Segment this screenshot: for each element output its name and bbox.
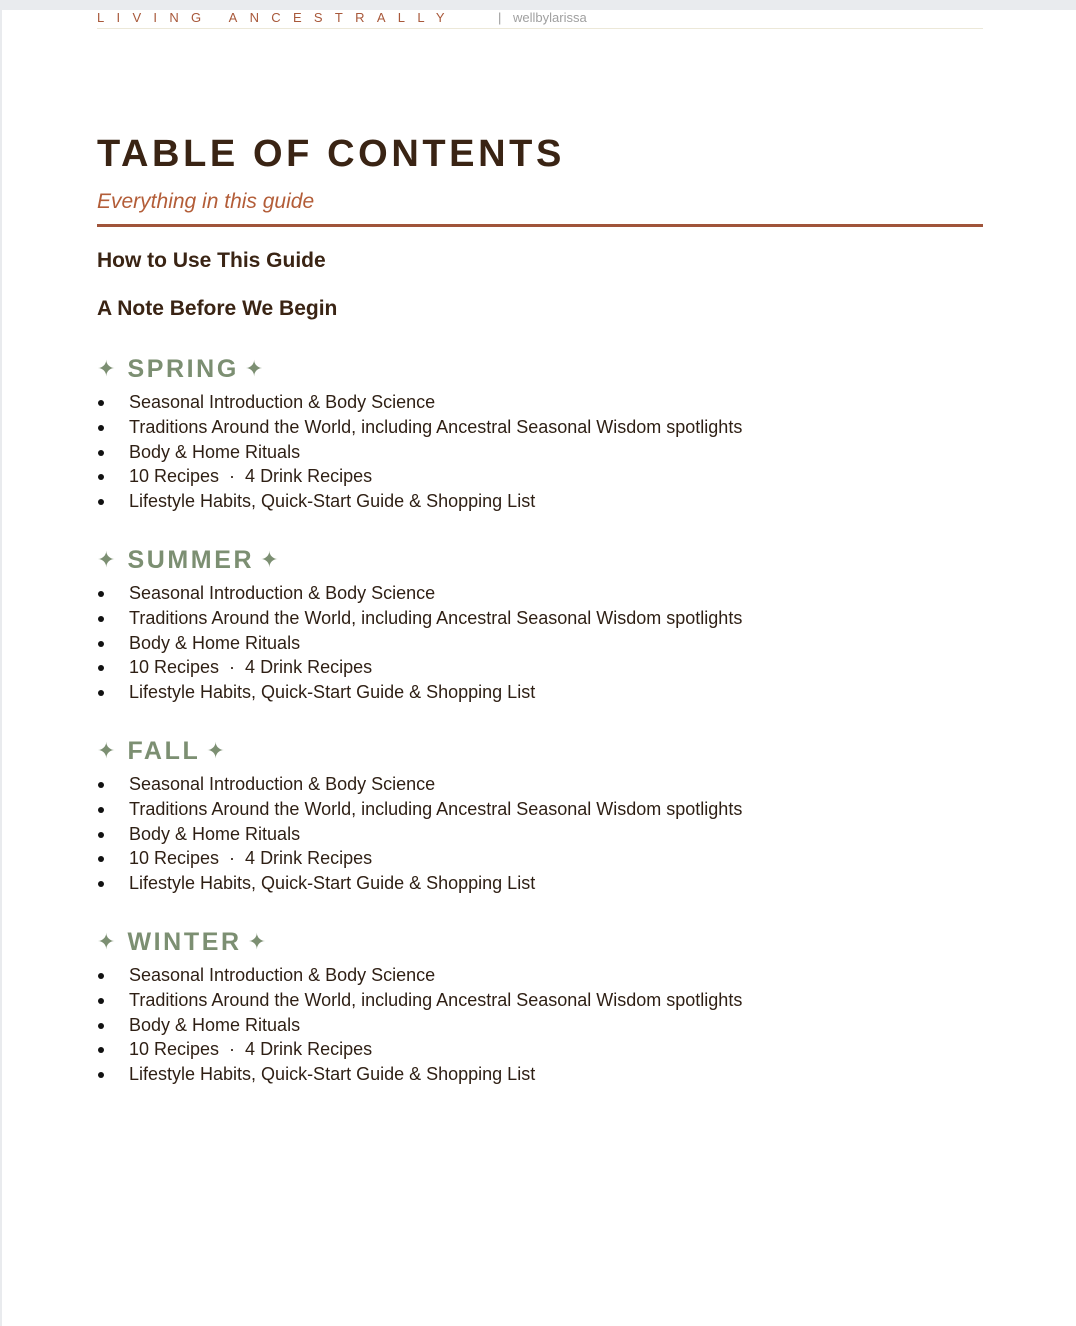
list-item[interactable]: [97, 631, 742, 656]
list-item-text: 10 Recipes · 4 Drink Recipes: [129, 848, 373, 869]
bullet-icon: [98, 665, 104, 671]
list-item-text: Lifestyle Habits, Quick-Start Guide & Shopping List: [129, 491, 536, 512]
season-section-summer: [97, 545, 997, 703]
list-item[interactable]: [97, 988, 742, 1013]
season-heading[interactable]: [97, 545, 997, 575]
list-item[interactable]: [97, 489, 742, 514]
star-icon: ✦: [97, 356, 116, 381]
list-item[interactable]: [97, 655, 742, 680]
season-section-winter: [97, 927, 997, 1085]
page-header: [97, 10, 983, 29]
title-divider: [97, 224, 983, 227]
bullet-icon: [98, 1023, 104, 1029]
list-item-text: 10 Recipes · 4 Drink Recipes: [129, 1039, 373, 1060]
star-icon: ✦: [97, 929, 116, 954]
season-item-list: [97, 390, 742, 514]
list-item-text: Traditions Around the World, including Ancestral Seasonal Wisdom spotlights: [129, 989, 743, 1010]
list-item-text: Traditions Around the World, including Ancestral Seasonal Wisdom spotlights: [129, 607, 743, 628]
bullet-icon: [98, 1047, 104, 1053]
star-icon: ✦: [97, 738, 116, 763]
list-item-text: Body & Home Rituals: [129, 1014, 301, 1035]
list-item-text: Seasonal Introduction & Body Science: [129, 965, 436, 985]
list-item[interactable]: [97, 822, 742, 847]
season-item-list: [97, 772, 742, 896]
season-section-spring: [97, 354, 997, 512]
bullet-icon: [98, 499, 104, 505]
bullet-icon: [98, 591, 104, 597]
author-handle: wellbylarissa: [513, 10, 587, 25]
list-item-text: Lifestyle Habits, Quick-Start Guide & Shopping List: [129, 1064, 536, 1085]
list-item[interactable]: [97, 415, 742, 440]
list-item[interactable]: [97, 963, 742, 988]
list-item[interactable]: [97, 390, 742, 415]
list-item[interactable]: [97, 871, 742, 896]
document-page: [2, 10, 1076, 1326]
page-title: TABLE OF CONTENTS: [97, 133, 565, 175]
list-item-text: 10 Recipes · 4 Drink Recipes: [129, 466, 373, 487]
star-icon: ✦: [247, 929, 267, 954]
list-item[interactable]: [97, 680, 742, 705]
toc-item-note[interactable]: A Note Before We Begin: [97, 297, 338, 320]
bullet-icon: [98, 690, 104, 696]
star-icon: ✦: [97, 547, 116, 572]
list-item[interactable]: [97, 1013, 742, 1038]
bullet-icon: [98, 641, 104, 647]
bullet-icon: [98, 425, 104, 431]
list-item[interactable]: [97, 846, 742, 871]
list-item-text: Seasonal Introduction & Body Science: [129, 392, 436, 412]
season-heading[interactable]: [97, 354, 997, 384]
list-item-text: Body & Home Rituals: [129, 441, 301, 462]
list-item-text: Lifestyle Habits, Quick-Start Guide & Shopping List: [129, 682, 536, 703]
season-item-list: [97, 963, 742, 1087]
season-section-fall: [97, 736, 997, 894]
list-item[interactable]: [97, 440, 742, 465]
bullet-icon: [98, 998, 104, 1004]
bullet-icon: [98, 474, 104, 480]
bullet-icon: [98, 782, 104, 788]
list-item[interactable]: [97, 606, 742, 631]
season-name: SPRING: [127, 355, 239, 383]
bullet-icon: [98, 832, 104, 838]
list-item[interactable]: [97, 1062, 742, 1087]
list-item[interactable]: [97, 464, 742, 489]
season-name: SUMMER: [127, 546, 255, 574]
list-item-text: Body & Home Rituals: [129, 632, 301, 653]
list-item-text: 10 Recipes · 4 Drink Recipes: [129, 657, 373, 678]
bullet-icon: [98, 400, 104, 406]
list-item[interactable]: [97, 1037, 742, 1062]
season-heading[interactable]: [97, 736, 997, 766]
star-icon: ✦: [244, 356, 264, 381]
season-heading[interactable]: [97, 927, 997, 957]
season-name: FALL: [127, 737, 201, 765]
list-item-text: Seasonal Introduction & Body Science: [129, 583, 436, 603]
page-subtitle: Everything in this guide: [97, 190, 315, 213]
season-item-list: [97, 581, 742, 705]
star-icon: ✦: [206, 738, 225, 763]
brand-name: LIVING ANCESTRALLY: [97, 10, 457, 25]
header-separator: |: [498, 10, 502, 25]
list-item-text: Traditions Around the World, including Ancestral Seasonal Wisdom spotlights: [129, 798, 743, 819]
bullet-icon: [98, 856, 104, 862]
bullet-icon: [98, 807, 104, 813]
list-item-text: Traditions Around the World, including Ancestral Seasonal Wisdom spotlights: [129, 416, 743, 437]
list-item[interactable]: [97, 797, 742, 822]
bullet-icon: [98, 973, 104, 979]
bullet-icon: [98, 1072, 104, 1078]
star-icon: ✦: [260, 547, 279, 572]
list-item[interactable]: [97, 772, 742, 797]
list-item-text: Seasonal Introduction & Body Science: [129, 774, 436, 794]
list-item-text: Body & Home Rituals: [129, 823, 301, 844]
bullet-icon: [98, 450, 104, 456]
bullet-icon: [98, 616, 104, 622]
list-item-text: Lifestyle Habits, Quick-Start Guide & Shopping List: [129, 873, 536, 894]
season-name: WINTER: [127, 928, 242, 956]
bullet-icon: [98, 881, 104, 887]
list-item[interactable]: [97, 581, 742, 606]
toc-item-how-to-use[interactable]: How to Use This Guide: [97, 249, 326, 272]
